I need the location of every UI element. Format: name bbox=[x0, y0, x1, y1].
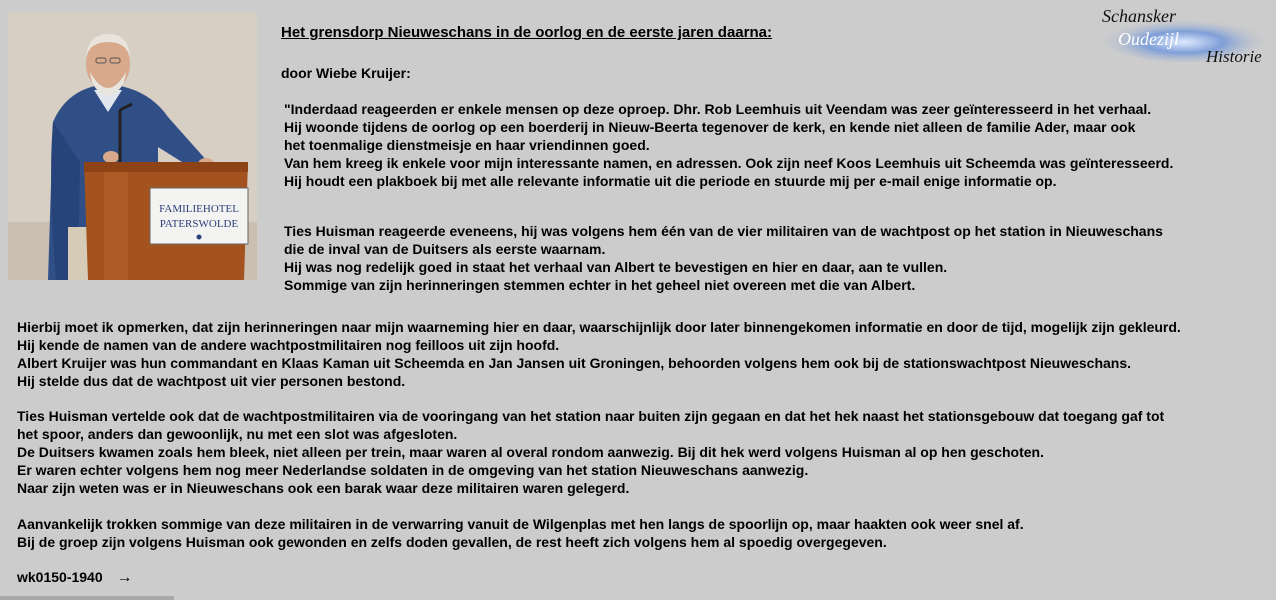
text-line: Hij stelde dus dat de wachtpost uit vier personen bestond. bbox=[17, 373, 406, 389]
speaker-illustration bbox=[8, 12, 257, 280]
paragraph-5 bbox=[17, 515, 1024, 551]
page-footer bbox=[17, 569, 133, 587]
schansker-historie-logo[interactable] bbox=[1098, 4, 1270, 66]
text-line: Ties Huisman reageerde eveneens, hij was volgens hem één van de vier militairen van de wachtpost op het station in Nieuweschans bbox=[284, 223, 1163, 239]
text-line: Er waren echter volgens hem nog meer Nederlandse soldaten in de omgeving van het station Nieuweschans aanwezig. bbox=[17, 462, 809, 478]
text-line: Hij was nog redelijk goed in staat het verhaal van Albert te bevestigen en hier en daar, aan te vullen. bbox=[284, 259, 948, 275]
text-line: Sommige van zijn herinneringen stemmen echter in het geheel niet overeen met die van Albert. bbox=[284, 277, 916, 293]
text-line: Hierbij moet ik opmerken, dat zijn herinneringen naar mijn waarneming hier en daar, waarschijnlijk door later binnengekomen informatie en door de tijd, mogelijk zijn gekleurd. bbox=[17, 319, 1181, 335]
text-line: het spoor, anders dan gewoonlijk, nu met een slot was afgesloten. bbox=[17, 426, 458, 442]
text-line: De Duitsers kwamen zoals hem bleek, niet alleen per trein, maar waren al overal rondom aanwezig. Bij dit hek werd volgens Huisman al op hen geschoten. bbox=[17, 444, 1044, 460]
paragraph-2 bbox=[284, 222, 1163, 294]
speaker-photo bbox=[8, 12, 257, 280]
logo-line-1: Schansker bbox=[1102, 6, 1176, 26]
logo-line-3: Historie bbox=[1206, 47, 1262, 66]
sign-line-1: FAMILIEHOTEL bbox=[159, 203, 239, 215]
bottom-divider bbox=[0, 596, 174, 600]
text-line: Van hem kreeg ik enkele voor mijn interessante namen, en adressen. Ook zijn neef Koos Leemhuis uit Scheemda was geïnteresseerd. bbox=[284, 155, 1174, 171]
sign-line-2: PATERSWOLDE bbox=[159, 218, 239, 230]
paragraph-1 bbox=[284, 100, 1173, 190]
text-line: Ties Huisman vertelde ook dat de wachtpostmilitairen via de vooringang van het station naar buiten zijn gegaan en dat het hek naast het stationsgebouw dat toegang gaf tot bbox=[17, 408, 1165, 424]
logo-graphic bbox=[1098, 4, 1270, 66]
right-arrow-icon[interactable]: → bbox=[116, 569, 133, 586]
text-line: Aanvankelijk trokken sommige van deze militairen in de verwarring vanuit de Wilgenplas met hen langs de spoorlijn op, maar haakten ook weer snel af. bbox=[17, 516, 1024, 532]
text-line: het toenmalige dienstmeisje en haar vriendinnen goed. bbox=[284, 137, 650, 153]
article-title: Het grensdorp Nieuweschans in de oorlog en de eerste jaren daarna: bbox=[281, 24, 772, 41]
page-code: wk0150-1940 bbox=[17, 569, 103, 585]
text-line: Hij kende de namen van de andere wachtpostmilitairen nog feilloos uit zijn hoofd. bbox=[17, 337, 560, 353]
article-author: door Wiebe Kruijer: bbox=[281, 65, 411, 81]
paragraph-4 bbox=[17, 407, 1164, 497]
paragraph-3 bbox=[17, 318, 1181, 390]
logo-line-2: Oudezijl bbox=[1118, 29, 1179, 49]
text-line: die de inval van de Duitsers als eerste waarnam. bbox=[284, 241, 606, 257]
text-line: Hij woonde tijdens de oorlog op een boerderij in Nieuw-Beerta tegenover de kerk, en kende niet alleen de familie Ader, maar ook bbox=[284, 119, 1136, 135]
text-line: Albert Kruijer was hun commandant en Klaas Kaman uit Scheemda en Jan Jansen uit Groningen, behoorden volgens hem ook bij de stationswachtpost Nieuweschans. bbox=[17, 355, 1132, 371]
text-line: Naar zijn weten was er in Nieuweschans ook een barak waar deze militairen waren gelegerd. bbox=[17, 480, 630, 496]
text-line: "Inderdaad reageerden er enkele mensen op deze oproep. Dhr. Rob Leemhuis uit Veendam was zeer geïnteresseerd in het verhaal. bbox=[284, 101, 1152, 117]
text-line: Hij houdt een plakboek bij met alle relevante informatie uit die periode en stuurde mij per e-mail enige informatie op. bbox=[284, 173, 1057, 189]
text-line: Bij de groep zijn volgens Huisman ook gewonden en zelfs doden gevallen, de rest heeft zich volgens hem al spoedig overgegeven. bbox=[17, 534, 887, 550]
